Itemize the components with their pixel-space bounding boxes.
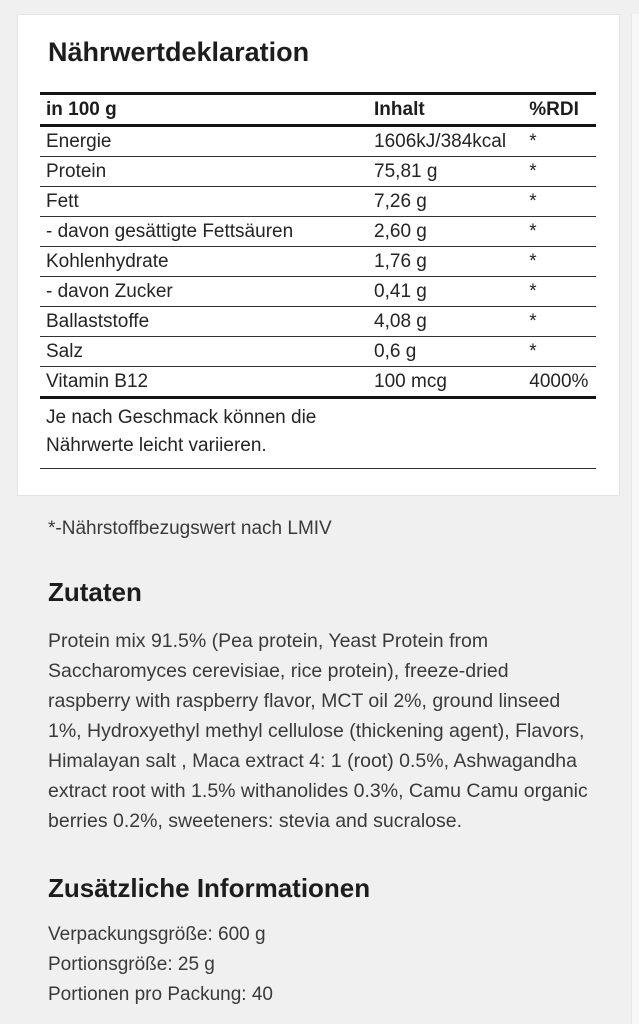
table-note-row [40,398,596,469]
nutrient-value: 1,76 g [374,251,427,273]
table-row-protein [40,157,596,187]
table-row-salz [40,337,596,367]
nutrient-value: 2,60 g [374,221,427,243]
portions-per-package-line: Portionen pro Packung: 40 [48,983,273,1005]
rdi-footnote: *-Nährstoffbezugswert nach LMIV [48,518,332,540]
column-header-rdi: %RDI [529,99,579,121]
column-header-content: Inhalt [374,99,425,121]
portion-size-line: Portionsgröße: 25 g [48,953,215,975]
column-header-per-100g: in 100 g [46,99,117,121]
nutrient-rdi: * [529,161,537,183]
table-row-vitamin-b12 [40,367,596,398]
additional-info-list [48,920,591,1010]
nutrient-value: 7,26 g [374,191,427,213]
nutrient-value: 0,6 g [374,341,417,363]
table-row-fett [40,187,596,217]
nutrient-value: 0,41 g [374,281,427,303]
table-row-gesaettigte-fettsaeuren [40,217,596,247]
nutrient-label: Protein [46,161,107,183]
nutrient-rdi: * [529,281,537,303]
ingredients-heading: Zutaten [48,577,142,608]
table-row-ballaststoffe [40,307,596,337]
ingredients-text: Protein mix 91.5% (Pea protein, Yeast Protein from Saccharomyces cerevisiae, rice protein), freeze-dried raspberry with raspberry flavor, MCT oil 2%, ground linseed 1%, Hydroxyethyl methyl cellulose (thickening agent), Flavors, Himalayan salt , Maca extract 4: 1 (root) 0.5%, Ashwagandha extract root with 1.5% withanolides 0.3%, Camu Camu organic berries 0.2%, sweeteners: stevia and sucralose. [48,629,588,832]
nutrient-label: Energie [46,131,112,153]
table-row-kohlenhydrate [40,247,596,277]
nutrient-label: - davon gesättigte Fettsäuren [46,221,294,243]
nutrient-rdi: * [529,251,537,273]
table-row-zucker [40,277,596,307]
nutrition-declaration-card [17,14,620,496]
nutrient-label: Kohlenhydrate [46,251,169,273]
nutrient-label: Salz [46,341,83,363]
nutrient-value: 75,81 g [374,161,438,183]
nutrient-rdi: 4000% [529,371,589,393]
nutrient-label: Vitamin B12 [46,371,149,393]
nutrient-rdi: * [529,191,537,213]
scrollbar-track[interactable] [631,14,639,1024]
nutrient-value: 4,08 g [374,311,427,333]
nutrient-rdi: * [529,341,537,363]
nutrient-value: 100 mcg [374,371,447,393]
taste-variation-note: Je nach Geschmack können die Nährwerte leicht variieren. [46,407,317,457]
nutrient-rdi: * [529,221,537,243]
additional-info-heading: Zusätzliche Informationen [48,872,371,903]
nutrient-label: Ballaststoffe [46,311,150,333]
nutrition-table [40,92,596,469]
nutrient-rdi: * [529,311,537,333]
table-header-row [40,94,596,126]
nutrient-value: 1606kJ/384kcal [374,131,507,153]
table-row-energie [40,126,596,157]
nutrient-label: - davon Zucker [46,281,173,303]
nutrient-rdi: * [529,131,537,153]
card-title: Nährwertdeklaration [48,37,310,67]
package-size-line: Verpackungsgröße: 600 g [48,923,266,945]
nutrient-label: Fett [46,191,79,213]
